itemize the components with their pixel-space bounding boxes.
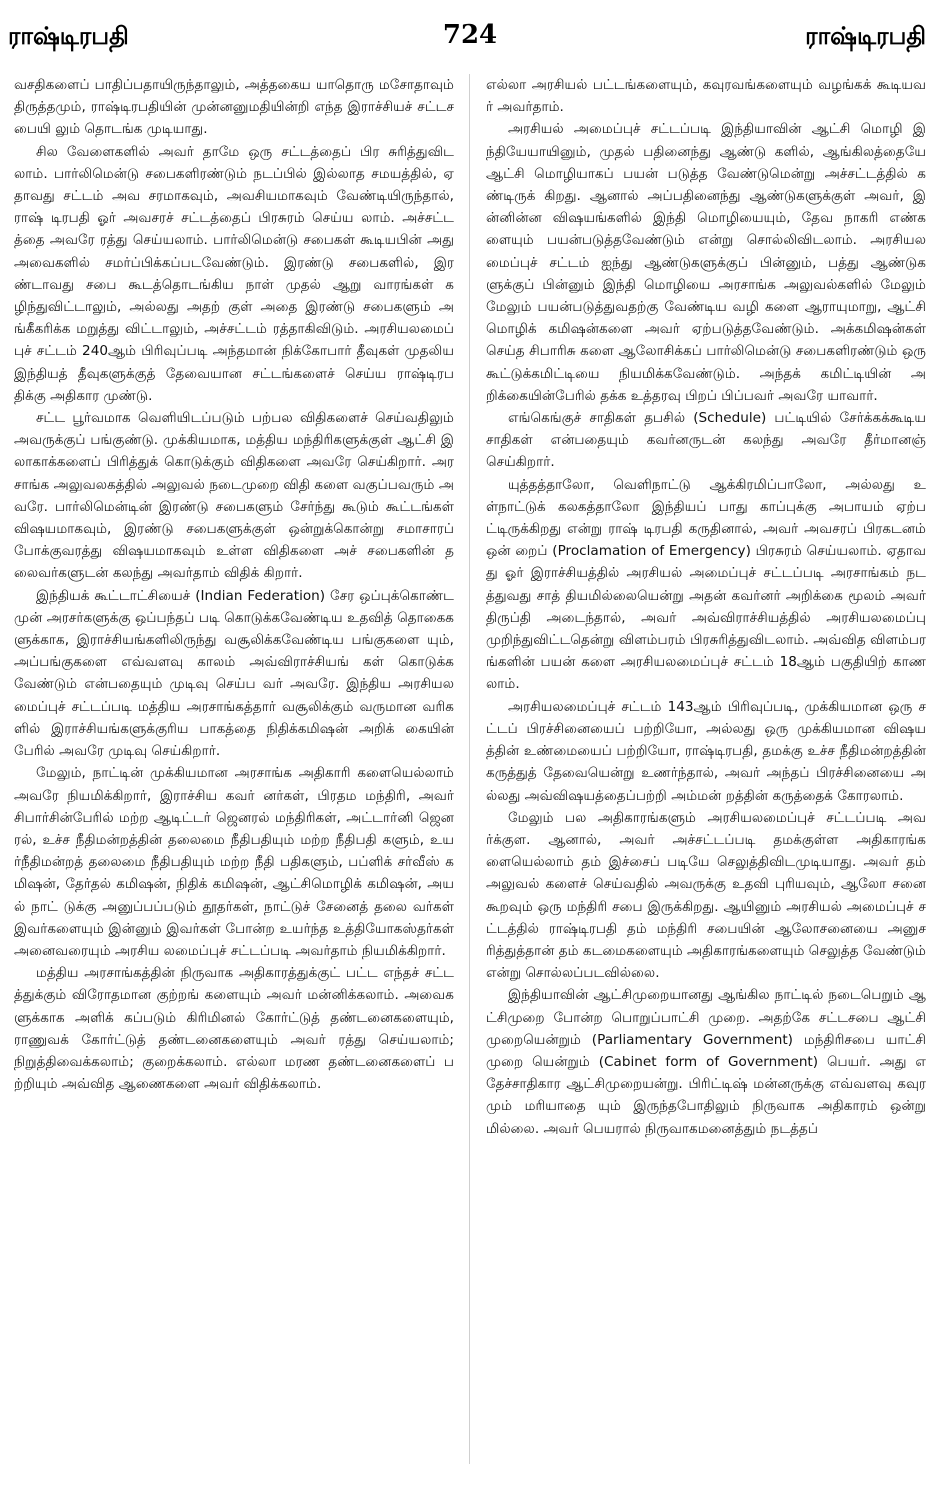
paragraph: இந்தியாவின் ஆட்சிமுறையானது ஆங்கில நாட்டில் நடைபெறும் ஆட்சிமுறை போன்ற பொறுப்பாட்சி முறை. அதற்கே சட்டசபை ஆட்சி முறையென்றும் (Parliamentary Government) மந்திரிசபை யாட்சி முறை யென்றும் (Cabinet form of Government) பெயர். அது எதேச்சாதிகார ஆட்சிமுறையன்று. பிரிட்டிஷ் மன்னருக்கு எவ்வளவு கவுரமும் மரியாதை யும் இருந்தபோதிலும் நிருவாக அதிகாரம் ஒன்று மில்லை. அவர் பெயரால் நிருவாகமனைத்தும் நடத்தப் — [486, 987, 926, 1137]
running-head-right: ராஷ்டிரபதி — [805, 22, 926, 50]
paragraph: எங்கெங்குச் சாதிகள் தபசில் (Schedule) பட்டியில் சேர்க்கக்கூடிய சாதிகள் என்பதையும் கவர்னருடன் கலந்து அவரே தீர்மானஞ் செய்கிறார். — [486, 410, 926, 471]
paragraph: யுத்தத்தாலோ, வெளிநாட்டு ஆக்கிரமிப்பாலோ, அல்லது உள்நாட்டுக் கலகத்தாலோ இந்தியப் பாது காப்புக்கு அபாயம் ஏற்பட்டிருக்கிறது என்று ராஷ் டிரபதி கருதினால், அவர் அவசரப் பிரகடனம் ஒன் றைப் (Proclamation of Emergency) பிரசுரம் செய்யலாம். ஏதாவது ஓர் இராச்சியத்தில் அரசியல் அமைப்புச் சட்டப்படி அரசாங்கம் நடத்துவது சாத் தியமில்லையென்று அதன் கவர்னர் அறிக்கை மூலம் அவர் திருப்தி அடைந்தால், அவர் அவ்விராச்சியத்தில் அரசியலமைப்பு முறிந்துவிட்டதென்று விளம்பரம் பிரசுரித்துவிடலாம். அவ்வித விளம்பரங்களின் பயன் களை அரசியலமைப்புச் சட்டம் 18ஆம் பகுதியிற் காணலாம். — [486, 476, 926, 693]
page-number: 724 — [442, 20, 498, 50]
left-column — [14, 74, 454, 1095]
paragraph: அரசியல் அமைப்புச் சட்டப்படி இந்தியாவின் ஆட்சி மொழி இந்தியேயாயினும், முதல் பதினைந்து ஆண்டு களில், ஆங்கிலத்தையே ஆட்சி மொழியாகப் பயன் படுத்த வேண்டுமென்று அச்சட்டத்தில் கண்டிருக் கிறது. ஆனால் அப்பதினைந்து ஆண்டுகளுக்குள் அவர், இன்னின்ன விஷயங்களில் இந்தி மொழியையும், தேவ நாகரி எண்களையும் பயன்படுத்தவேண்டும் என்று சொல்லிவிடலாம். அரசியலமைப்புச் சட்டம் ஐந்து ஆண்டுகளுக்குப் பின்னும், பத்து ஆண்டுகளுக்குப் பின்னும் இந்தி மொழியை அரசாங்க அலுவல்களில் மேலும் மேலும் பயன்படுத்துவதற்கு வேண்டிய வழி களை ஆராயுமாறு, ஆட்சி மொழிக் கமிஷன்களை அவர் ஏற்படுத்தவேண்டும். அக்கமிஷன்கள் செய்த சிபாரிசு களை ஆலோசிக்கப் பார்லிமென்டு சபைகளிரண்டும் ஒரு கூட்டுக்கமிட்டியை நியமிக்கவேண்டும். அந்தக் கமிட்டியின் அறிக்கையின்பேரில் தக்க உத்தரவு பிறப் பிப்பவர் அவரே யாவார். — [486, 121, 926, 404]
paragraph: மத்திய அரசாங்கத்தின் நிருவாக அதிகாரத்துக்குட் பட்ட எந்தச் சட்டத்துக்கும் விரோதமான குற்றங் களையும் அவர் மன்னிக்கலாம். அவைகளுக்காக அளிக் கப்படும் கிரிமினல் கோர்ட்டுத் தண்டனைகளையும், ராணுவக் கோர்ட்டுத் தண்டனைகளையும் அவர் ரத்து செய்யலாம்; நிறுத்திவைக்கலாம்; குறைக்கலாம். எல்லா மரண தண்டனைகளைப் பற்றியும் அவ்வித ஆணைகளை அவர் விதிக்கலாம். — [14, 965, 454, 1093]
paragraph: சட்ட பூர்வமாக வெளியிடப்படும் பற்பல விதிகளைச் செய்வதிலும் அவருக்குப் பங்குண்டு. முக்கியமாக, மத்திய மந்திரிகளுக்குள் ஆட்சி இலாகாக்களைப் பிரித்துக் கொடுக்கும் விதிகளை அவரே செய்கிறார். அரசாங்க அலுவலகத்தில் அலுவல் நடைமுறை விதி களை வகுப்பவரும் அவரே. பார்லிமென்டின் இரண்டு சபைகளும் சேர்ந்து கூடும் கூட்டங்கள் விஷயமாகவும், இரண்டு சபைகளுக்குள் ஒன்றுக்கொன்று சமாசாரப் போக்குவரத்து விஷயமாகவும் உள்ள விதிகளை அச் சபைகளின் தலைவர்களுடன் கலந்து அவர்தாம் விதிக் கிறார். — [14, 410, 454, 582]
paragraph: அரசியலமைப்புச் சட்டம் 143ஆம் பிரிவுப்படி, முக்கியமான ஒரு சட்டப் பிரச்சினையைப் பற்றியோ, அல்லது ஒரு முக்கியமான விஷயத்தின் உண்மையைப் பற்றியோ, ராஷ்டிரபதி, தமக்கு உச்ச நீதிமன்றத்தின் கருத்துத் தேவையென்று உணர்ந்தால், அவர் அந்தப் பிரச்சினையை அல்லது அவ்விஷயத்தைப்பற்றி அம்மன் றத்தின் கருத்தைக் கோரலாம். — [486, 698, 926, 804]
paragraph: சில வேளைகளில் அவர் தாமே ஒரு சட்டத்தைப் பிர சுரித்துவிடலாம். பார்லிமென்டு சபைகளிரண்டும் நடப்பில் இல்லாத சமயத்தில், ஏதாவது சட்டம் அவ சரமாகவும், அவசியமாகவும் வேண்டியிருந்தால், ராஷ் டிரபதி ஓர் அவசரச் சட்டத்தைப் பிரசுரம் செய்ய லாம். அச்சட்டத்தை அவரே ரத்து செய்யலாம். பார்லிமென்டு சபைகள் கூடியபின் அது அவைகளில் சமர்ப்பிக்கப்படவேண்டும். இரண்டு சபைகளில், இரண்டாவது சபை கூடத்தொடங்கிய நாள் முதல் ஆறு வாரங்கள் கழிந்துவிட்டாலும், அல்லது அதற் குள் அதை இரண்டு சபைகளும் அங்கீகரிக்க மறுத்து விட்டாலும், அச்சட்டம் ரத்தாகிவிடும். அரசியலமைப் புச் சட்டம் 240ஆம் பிரிவுப்படி அந்தமான் நிக்கோபார் தீவுகள் முதலிய இந்தியத் தீவுகளுக்குத் தேவையான சட்டங்களைச் செய்ய ராஷ்டிரபதிக்கு அதிகார முண்டு. — [14, 143, 454, 404]
paragraph: வசதிகளைப் பாதிப்பதாயிருந்தாலும், அத்தகைய யாதொரு மசோதாவும் திருத்தமும், ராஷ்டிரபதியின் முன்னனுமதியின்றி எந்த இராச்சியச் சட்டசபையி லும் தொடங்க முடியாது. — [14, 77, 454, 138]
paragraph: மேலும் பல அதிகாரங்களும் அரசியலமைப்புச் சட்டப்படி அவர்க்குள. ஆனால், அவர் அச்சட்டப்படி தமக்குள்ள அதிகாரங்களையெல்லாம் தம் இச்சைப் படியே செலுத்திவிடமுடியாது. அவர் தம் அலுவல் களைச் செய்வதில் அவருக்கு உதவி புரியவும், ஆலோ சனை கூறவும் ஒரு மந்திரி சபை இருக்கிறது. ஆயினும் அரசியல் அமைப்புச் சட்டத்தில் ராஷ்டிரபதி தம் மந்திரி சபையின் ஆலோசனையை அனுசரித்துத்தான் தம் கடமைகளையும் அதிகாரங்களையும் செலுத்த வேண்டும் என்று சொல்லப்படவில்லை. — [486, 809, 926, 982]
paragraph: மேலும், நாட்டின் முக்கியமான அரசாங்க அதிகாரி களையெல்லாம் அவரே நியமிக்கிறார், இராச்சிய கவர் னர்கள், பிரதம மந்திரி, அவர் சிபார்சின்பேரில் மற்ற ஆடிட்டர் ஜெனரல் மந்திரிகள், அட்டார்னி ஜெனரல், உச்ச நீதிமன்றத்தின் தலைமை நீதிபதியும் மற்ற நீதிபதி களும், உயர்நீதிமன்றத் தலைமை நீதிபதியும் மற்ற நீதி பதிகளும், பப்ளிக் சர்வீஸ் கமிஷன், தேர்தல் கமிஷன், நிதிக் கமிஷன், ஆட்சிமொழிக் கமிஷன், அயல் நாட் டுக்கு அனுப்பப்படும் தூதர்கள், நாட்டுச் சேனைத் தலை வர்கள் இவர்களையும் இன்னும் இவர்கள் போன்ற உயர்ந்த உத்தியோகஸ்தர்கள் அனைவரையும் அரசிய லமைப்புச் சட்டப்படி அவர்தாம் நியமிக்கிறார். — [14, 765, 454, 959]
right-column — [486, 74, 926, 1140]
column-divider — [469, 74, 470, 1464]
running-head-left: ராஷ்டிரபதி — [8, 22, 129, 50]
paragraph: எல்லா அரசியல் பட்டங்களையும், கவுரவங்களையும் வழங்கக் கூடியவர் அவர்தாம். — [486, 77, 926, 116]
paragraph: இந்தியக் கூட்டாட்சியைச் (Indian Federation) சேர ஒப்புக்கொண்ட முன் அரசர்களுக்கு ஒப்பந்தப் படி கொடுக்கவேண்டிய உதவித் தொகைகளுக்காக, இராச்சியங்களிலிருந்து வசூலிக்கவேண்டிய பங்குகளை யும், அப்பங்குகளை எவ்வளவு காலம் அவ்விராச்சியங் கள் கொடுக்க வேண்டும் என்பதையும் முடிவு செய்ப வர் அவரே. இந்திய அரசியலமைப்புச் சட்டப்படி மத்திய அரசாங்கத்தார் வசூலிக்கும் வருமான வரிகளில் இராச்சியங்களுக்குரிய பாகத்தை நிதிக்கமிஷன் அறிக் கையின் பேரில் அவரே முடிவு செய்கிறார். — [14, 587, 454, 760]
